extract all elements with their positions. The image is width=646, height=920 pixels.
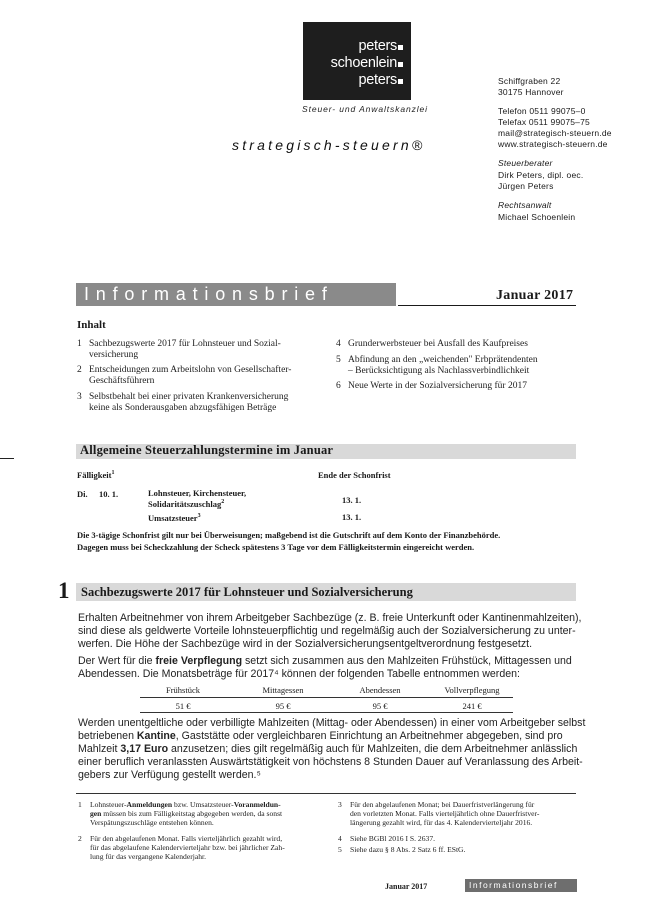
s1-p1-line3: werfen. Die Höhe der Sachbezüge wird in der Sozialversicherungsentgeltverordnung festgesetzt. bbox=[78, 638, 533, 650]
meal-table-rule-top bbox=[140, 697, 513, 698]
toc-item-4[interactable]: 4 Grunderwerbsteuer bei Ausfall des Kaufpreises bbox=[336, 339, 528, 349]
toc-item-6[interactable]: 6 Neue Werte in der Sozialversicherung für 2017 bbox=[336, 381, 527, 391]
footnote-rule bbox=[76, 793, 576, 794]
brand-tagline: strategisch-steuern® bbox=[232, 137, 426, 153]
col-faelligkeit: Fälligkeit$^1$ bbox=[77, 469, 115, 480]
s1-p3-line4: einer beruflich veranlassten Auswärtstätigkeit von höchstens 8 Stunden Dauer auf Veranlassung des Arbeit- bbox=[78, 756, 583, 768]
footnote-1: 1 Lohnsteuer-Anmeldungen bzw. Umsatzsteuer-Voranmeldun- gen müssen bis zum Fälligkeitstag abgegeben werden, da sonst Verspätungszuschläge entstehen können. bbox=[78, 800, 283, 827]
rechtsanwalt-1: Michael Schoenlein bbox=[498, 212, 576, 222]
meal-value-abendessen: 95 € bbox=[372, 701, 388, 711]
s1-p2-line2: Abendessen. Die Monatsbeträge für 2017⁴ können der folgenden Tabelle entnommen werden: bbox=[78, 668, 520, 680]
s1-p1-line1: Erhalten Arbeitnehmer von ihrem Arbeitgeber Sachbezüge (z. B. freie Unterkunft oder Kantinenmahlzeiten), bbox=[78, 612, 582, 624]
logo-line-3: peters bbox=[359, 73, 404, 88]
tax-row2-label: Umsatzsteuer$^3$ bbox=[148, 512, 201, 523]
toc-item-1[interactable]: 1 Sachbezugswerte 2017 für Lohnsteuer und Sozial- versicherung bbox=[77, 339, 281, 360]
logo-line-1: peters bbox=[359, 39, 404, 54]
steuerberater-label: Steuerberater bbox=[498, 158, 553, 168]
meal-value-fruehstueck: 51 € bbox=[175, 701, 191, 711]
s1-p3-line5: gebers zur Verfügung gestellt werden.⁵ bbox=[78, 769, 261, 781]
meal-header-abendessen: Abendessen bbox=[359, 685, 401, 695]
s1-p1-line2: sind diese als geldwerte Vorteile lohnsteuerpflichtig und regelmäßig auch der Sozialversicherung zu unter- bbox=[78, 625, 576, 637]
meal-value-mittagessen: 95 € bbox=[275, 701, 291, 711]
s1-p3-line1: Werden unentgeltliche oder verbilligte Mahlzeiten (Mittag- oder Abendessen) in einer vom Arbeitgeber selbst bbox=[78, 717, 586, 729]
tax-note-line2: Dagegen muss bei Scheckzahlung der Scheck spätestens 3 Tage vor dem Fälligkeitstermin eingereicht werden. bbox=[77, 542, 475, 552]
logo-line-2: schoenlein bbox=[331, 56, 403, 71]
meal-header-mittagessen: Mittagessen bbox=[262, 685, 304, 695]
footer-date: Januar 2017 bbox=[385, 882, 428, 891]
meal-header-fruehstueck: Frühstück bbox=[166, 685, 200, 695]
meal-value-vollverpflegung: 241 € bbox=[462, 701, 482, 711]
tax-row1-end: 13. 1. bbox=[342, 495, 362, 505]
col-schonfrist: Ende der Schonfrist bbox=[318, 470, 391, 480]
rechtsanwalt-label: Rechtsanwalt bbox=[498, 200, 552, 210]
tax-date: 10. 1. bbox=[99, 489, 119, 499]
tax-note-line1: Die 3-tägige Schonfrist gilt nur bei Überweisungen; maßgebend ist die Gutschrift auf dem Konto der Finanzbehörde. bbox=[77, 530, 501, 540]
tax-day: Di. bbox=[77, 489, 88, 499]
footnote-5: 5 Siehe dazu § 8 Abs. 2 Satz 6 ff. EStG. bbox=[338, 845, 466, 854]
s1-p3-line2: betriebenen Kantine, Gaststätte oder vergleichbaren Einrichtung an Arbeitnehmer abgegeben, sind pro bbox=[78, 730, 563, 742]
steuerberater-2: Jürgen Peters bbox=[498, 181, 554, 191]
address-city: 30175 Hannover bbox=[498, 87, 564, 97]
logo-subtitle: Steuer- und Anwaltskanzlei bbox=[302, 104, 428, 114]
steuerberater-1: Dirk Peters, dipl. oec. bbox=[498, 170, 584, 180]
section1-title: Sachbezugswerte 2017 für Lohnsteuer und Sozialversicherung bbox=[81, 585, 413, 599]
address-fax: Telefax 0511 99075–75 bbox=[498, 117, 590, 127]
tax-row1-line2: Solidaritätszuschlag$^2$ bbox=[148, 498, 225, 509]
firm-logo bbox=[303, 22, 411, 100]
footnote-4: 4 Siehe BGBl 2016 I S. 2637. bbox=[338, 834, 436, 843]
margin-fold-mark bbox=[0, 458, 14, 459]
tax-row1-line1: Lohnsteuer, Kirchensteuer, bbox=[148, 488, 247, 498]
tax-row2-end: 13. 1. bbox=[342, 512, 362, 522]
s1-p3-line3: Mahlzeit 3,17 Euro anzusetzen; dies gilt regelmäßig auch für Mahlzeiten, die dem Arbeitnehmer anlässlich bbox=[78, 743, 578, 755]
newsletter-date: Januar 2017 bbox=[496, 288, 574, 303]
tax-dates-title: Allgemeine Steuerzahlungstermine im Januar bbox=[80, 443, 334, 457]
footer-label: Informationsbrief bbox=[465, 879, 577, 892]
s1-p2-line1: Der Wert für die freie Verpflegung setzt sich zusammen aus den Mahlzeiten Frühstück, Mittagessen und bbox=[78, 655, 572, 667]
newsletter-title-bar: Informationsbrief bbox=[76, 283, 396, 306]
section1-number: 1 bbox=[58, 578, 70, 603]
address-street: Schiffgraben 22 bbox=[498, 76, 561, 86]
address-phone: Telefon 0511 99075–0 bbox=[498, 106, 586, 116]
address-email[interactable]: mail@strategisch-steuern.de bbox=[498, 128, 612, 138]
toc-item-2[interactable]: 2 Entscheidungen zum Arbeitslohn von Gesellschafter- Geschäftsführern bbox=[77, 365, 292, 386]
address-web[interactable]: www.strategisch-steuern.de bbox=[498, 139, 608, 149]
footnote-3: 3 Für den abgelaufenen Monat; bei Dauerfristverlängerung für den vorletzten Monat. Falls vierteljährlich ohne Dauerfristver- längerung gezahlt wird, für das 4. Kalendervierteljahr 2016. bbox=[338, 800, 540, 827]
meal-header-vollverpflegung: Vollverpflegung bbox=[444, 685, 500, 695]
meal-table-rule-bottom bbox=[140, 712, 513, 713]
toc-item-3[interactable]: 3 Selbstbehalt bei einer privaten Krankenversicherung keine als Sonderausgaben abzugsfähigen Beträge bbox=[77, 392, 289, 413]
toc-title: Inhalt bbox=[77, 319, 106, 331]
toc-item-5[interactable]: 5 Abfindung an den „weichenden" Erbprätendenten – Berücksichtigung als Nachlassverbindlichkeit bbox=[336, 355, 538, 376]
title-underline bbox=[398, 305, 576, 306]
footnote-2: 2 Für den abgelaufenen Monat. Falls vierteljährlich gezahlt wird, für das abgelaufene Kalendervierteljahr bzw. bei jährlicher Zah- lung für das vergangene Kalenderjahr. bbox=[78, 834, 285, 861]
